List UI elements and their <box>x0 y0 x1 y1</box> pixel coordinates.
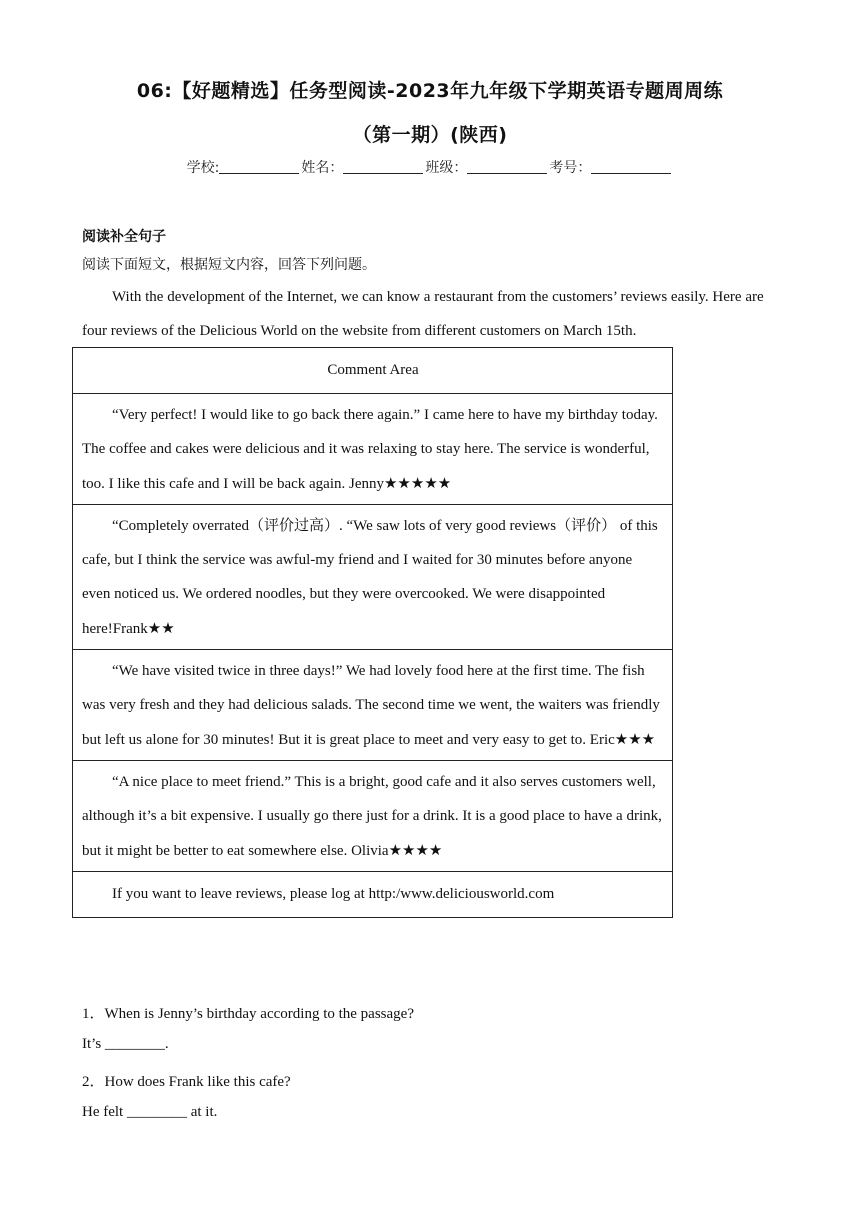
comment-table-footer: If you want to leave reviews, please log at http:/www.deliciousworld.com <box>73 871 673 917</box>
class-blank[interactable] <box>467 159 547 174</box>
exam-number-blank[interactable] <box>591 159 671 174</box>
exam-number-label: 考号： <box>549 160 592 176</box>
section-title: 阅读补全句子 <box>82 229 166 245</box>
review-frank: “Completely overrated（评价过高）. “We saw lots of very good reviews（评价） of this cafe, but I think the service was awful-my friend and I waited for 30 minutes before anyone even noticed us. We ordered noodles, but they were overcooked. We were disappointed here!Frank★★ <box>73 504 673 649</box>
comment-table <box>72 347 673 918</box>
document-title-line1: 06:【好题精选】任务型阅读-2023年九年级下学期英语专题周周练 <box>136 80 724 102</box>
review-eric: “We have visited twice in three days!” We had lovely food here at the first time. The fish was very fresh and they had delicious salads. The second time we went, the waiters was friendly but left us alone for 30 minutes! But it is great place to meet and very easy to get to. Eric★★★ <box>73 650 673 761</box>
answer-line-2[interactable]: He felt ________ at it. <box>82 1104 218 1120</box>
class-label: 班级： <box>425 160 468 176</box>
question-2: 2．How does Frank like this cafe? <box>82 1074 291 1090</box>
name-blank[interactable] <box>343 159 423 174</box>
instruction: 阅读下面短文，根据短文内容，回答下列问题。 <box>82 257 376 273</box>
name-label: 姓名： <box>301 160 344 176</box>
review-jenny: “Very perfect! I would like to go back there again.” I came here to have my birthday today. The coffee and cakes were delicious and it was relaxing to stay here. The service is wonderful, too. I like this cafe and I will be back again. Jenny★★★★★ <box>73 394 673 505</box>
student-info-fields <box>0 157 860 177</box>
school-blank[interactable] <box>219 159 299 174</box>
question-1: 1．When is Jenny’s birthday according to the passage? <box>82 1006 414 1022</box>
document-title-line2: （第一期）(陕西) <box>352 124 508 146</box>
school-label: 学校: <box>186 160 220 176</box>
passage-text: With the development of the Internet, we can know a restaurant from the customers’ reviews easily. Here are four reviews of the Delicious World on the website from different customers on March 15th. <box>82 289 764 339</box>
answer-line-1[interactable]: It’s ________. <box>82 1036 169 1052</box>
review-olivia: “A nice place to meet friend.” This is a bright, good cafe and it also serves customers well, although it’s a bit expensive. I usually go there just for a drink. It is a good place to have a drink, but it might be better to eat somewhere else. Olivia★★★★ <box>73 760 673 871</box>
comment-table-header: Comment Area <box>73 348 673 394</box>
